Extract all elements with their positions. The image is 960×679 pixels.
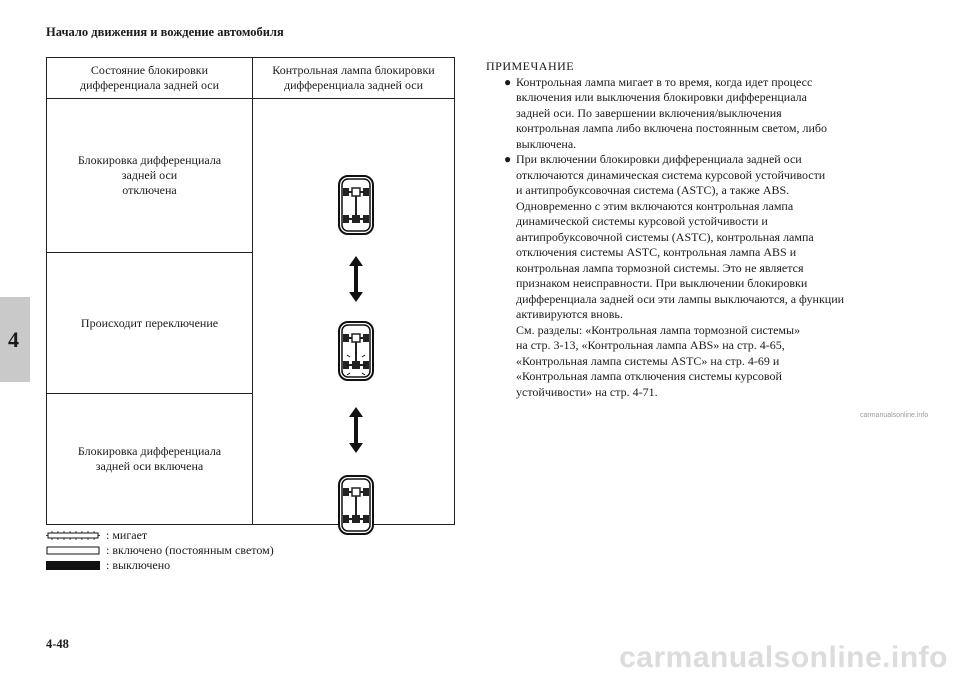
diff-lock-status-table: [46, 57, 455, 525]
blinking-swatch-icon: [46, 531, 100, 540]
note-title: ПРИМЕЧАНИЕ: [486, 59, 575, 73]
note-item: ● При включении блокировки дифференциала задней оси отключаются динамическая система курсовой устойчивости и антипробуксовочная система (ASTC), а также ABS. Одновременно с этим включаются контрольная лампа динамической системы курсовой устойчивости и антипробуксовочной системы (ASTC), контрольная лампа отключения системы ASTC, контрольная лампа ABS и контрольная лампа тормозной системы. Это не является признаком неисправности. При выключении блокировки дифференциала задней оси эти лампы выключаются, а функции активируются вновь. См. разделы: «Контрольная лампа тормозной системы» на стр. 3-13, «Контрольная лампа ABS» на стр. 4-65, «Контрольная лампа системы ASTC» на стр. 4-69 и «Контрольная лампа отключения системы курсовой устойчивости» на стр. 4-71.: [504, 152, 845, 399]
state-cell-off: Блокировка дифференциала задней оси отключена: [47, 99, 253, 253]
diff-lock-lamp-on-icon: [338, 175, 374, 235]
state-cell-switching: Происходит переключение: [47, 253, 253, 394]
legend-on-label: : включено (постоянным светом): [106, 543, 274, 557]
off-swatch-icon: [46, 561, 100, 570]
note-item: ● Контрольная лампа мигает в то время, когда идет процесс включения или выключения блокировки дифференциала задней оси. По завершении включения/выключения контрольная лампа либо включена постоянным светом, либо выключена.: [504, 74, 828, 151]
double-arrow-icon: [349, 407, 363, 453]
lamp-sequence-cell: [253, 99, 455, 525]
on-swatch-icon: [46, 546, 100, 555]
table-header-state: Состояние блокировки дифференциала задней оси: [47, 58, 253, 99]
diff-lock-lamp-blinking-icon: [338, 321, 374, 381]
chapter-number: 4: [8, 327, 19, 352]
site-watermark: carmanualsonline.info: [619, 641, 948, 674]
side-watermark: carmanualsonline.info: [860, 412, 929, 419]
page-number: 4-48: [46, 637, 69, 651]
legend-blinking-label: : мигает: [106, 528, 148, 542]
double-arrow-icon: [349, 256, 363, 302]
diff-lock-lamp-on-icon: [338, 475, 374, 535]
legend-off-label: : выключено: [106, 558, 171, 572]
bullet-icon: ●: [504, 74, 512, 89]
running-header: Начало движения и вождение автомобиля: [46, 25, 284, 39]
table-header-lamp: Контрольная лампа блокировки дифференциала задней оси: [253, 58, 455, 99]
bullet-icon: ●: [504, 152, 512, 166]
note-block: [486, 59, 906, 400]
state-cell-on: Блокировка дифференциала задней оси включена: [47, 394, 253, 525]
